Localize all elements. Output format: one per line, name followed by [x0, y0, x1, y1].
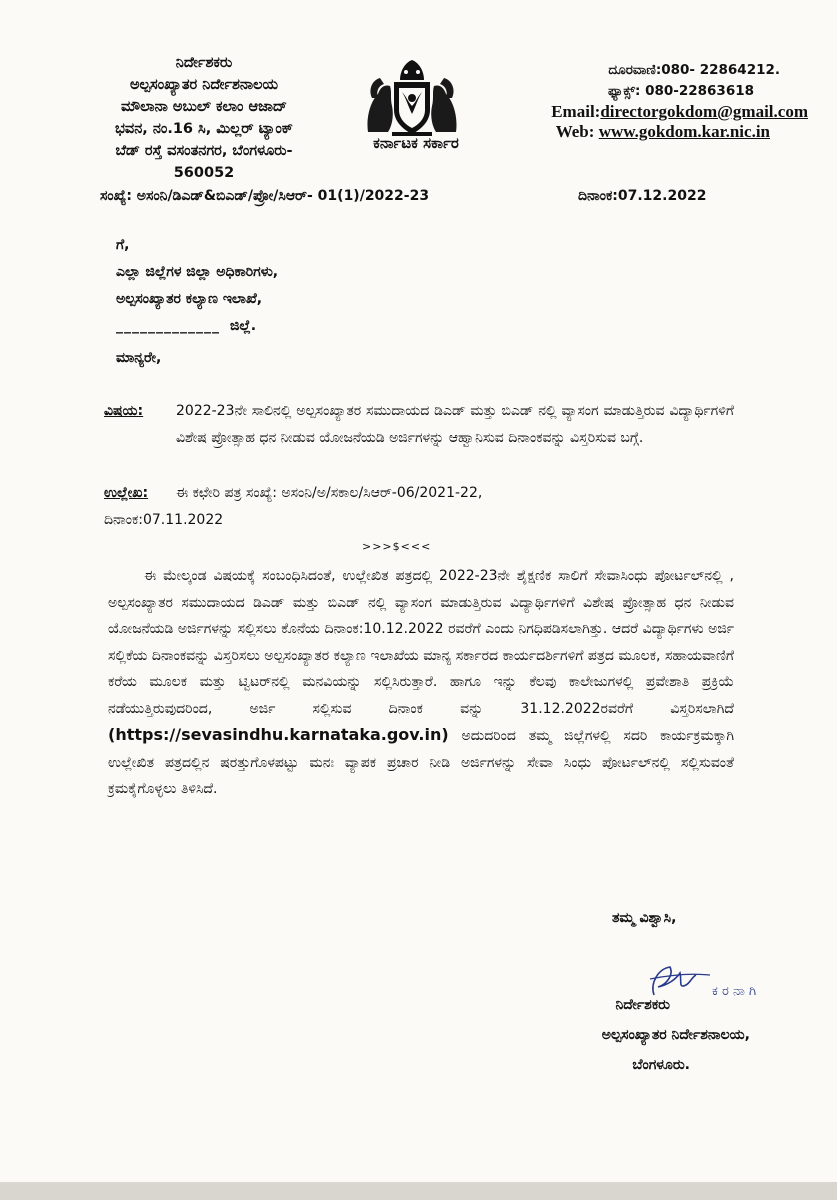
subject-text: 2022-23ನೇ ಸಾಲಿನಲ್ಲಿ ಅಲ್ಪಸಂಖ್ಯಾತರ ಸಮುದಾಯದ ಡಿಎಡ್ ಮತ್ತು ಬಿಎಡ್ ನಲ್ಲಿ ವ್ಯಾಸಂಗ ಮಾಡುತ್ತಿರುವ ವಿದ್ಯಾರ್ಥಿಗಳಿಗೆ ವಿಶೇಷ ಪ್ರೋತ್ಸಾಹ ಧನ ನೀಡುವ ಯೋಜನೆಯಡಿ ಅರ್ಜಿಗಳನ್ನು ಆಹ್ವಾನಿಸುವ ದಿನಾಂಕವನ್ನು ವಿಸ್ತರಿಸುವ ಬಗ್ಗೆ.	[176, 403, 734, 446]
email-link[interactable]: directorgokdom@gmail.com	[600, 102, 808, 121]
subject-label: ವಿಷಯ:	[104, 403, 144, 419]
addressee	[116, 232, 278, 340]
reference-note-line: ಈ ಕಛೇರಿ ಪತ್ರ ಸಂಖ್ಯೆ: ಅಸಂನಿ/ಅ/ಸಕಾಲ/ಸಿಆರ್-06/2021-22,	[176, 485, 483, 501]
district-label: ಜಿಲ್ಲೆ.	[230, 318, 257, 334]
body-part-1: ಈ ಮೇಲ್ಕಂಡ ವಿಷಯಕ್ಕೆ ಸಂಬಂಧಿಸಿದಂತೆ, ಉಲ್ಲೇಖಿತ ಪತ್ರದಲ್ಲಿ 2022-23ನೇ ಶೈಕ್ಷಣಿಕ ಸಾಲಿಗೆ ಸೇವಾಸಿಂಧು ಪೋರ್ಟಲ್‌ನಲ್ಲಿ , ಅಲ್ಪಸಂಖ್ಯಾತರ ಸಮುದಾಯದ ಡಿಎಡ್ ಮತ್ತು ಬಿಎಡ್ ನಲ್ಲಿ ವ್ಯಾಸಂಗ ಮಾಡುತ್ತಿರುವ ವಿದ್ಯಾರ್ಥಿಗಳಿಗೆ ವಿಶೇಷ ಪ್ರೋತ್ಸಾಹ ಧನ ನೀಡುವ ಯೋಜನೆಯಡಿ ಅರ್ಜಿಗಳನ್ನು ಸಲ್ಲಿಸಲು ಕೊನೆಯ ದಿನಾಂಕ:10.12.2022 ರವರೆಗೆ ಎಂದು ನಿಗಧಿಪಡಿಸಲಾಗಿತ್ತು. ಆದರೆ ವಿದ್ಯಾರ್ಥಿಗಳು ಅರ್ಜಿ ಸಲ್ಲಿಕೆಯ ದಿನಾಂಕವನ್ನು ವಿಸ್ತರಿಸಲು ಅಲ್ಪಸಂಖ್ಯಾತರ ಕಲ್ಯಾಣ ಇಲಾಖೆಯ ಮಾನ್ಯ ಸರ್ಕಾರದ ಕಾರ್ಯದರ್ಶಿಗಳಿಗೆ ಪತ್ರದ ಮೂಲಕ, ಸಹಾಯವಾಣಿಗೆ ಕರೆಯ ಮೂಲಕ ಮತ್ತು ಟ್ವಿಟರ್‌ನಲ್ಲಿ ಮನವಿಯನ್ನು ಸಲ್ಲಿಸಿರುತ್ತಾರೆ. ಹಾಗೂ ಇನ್ನು ಕೆಲವು ಕಾಲೇಜುಗಳಲ್ಲಿ ಪ್ರವೇಶಾತಿ ಪ್ರಕ್ರಿಯೆ ನಡೆಯುತ್ತಿರುವುದರಿಂದ, ಅರ್ಜಿ ಸಲ್ಲಿಸುವ ದಿನಾಂಕ ವನ್ನು 31.12.2022ರವರೆಗೆ ವಿಸ್ತರಿಸಲಾಗಿದೆ	[108, 568, 734, 717]
web-label: Web:	[555, 122, 599, 141]
web-line	[518, 122, 808, 142]
signoff-title: ನಿರ್ದೇಶಕರು	[615, 997, 670, 1013]
web-link[interactable]: www.gokdom.kar.nic.in	[598, 122, 770, 141]
reference-line	[100, 188, 735, 204]
addressee-district	[116, 313, 278, 340]
letter-date: ದಿನಾಂಕ:07.12.2022	[578, 188, 707, 204]
body-part-2: ಅದುದರಿಂದ ತಮ್ಮ ಜಿಲ್ಲೆಗಳಲ್ಲಿ ಸದರಿ ಕಾರ್ಯಕ್ರಮಕ್ಕಾಗಿ ಉಲ್ಲೇಖಿತ ಪತ್ರದಲ್ಲಿನ ಷರತ್ತುಗೊಳಪಟ್ಟು ಮನಃ ವ್ಯಾಪಕ ಪ್ರಚಾರ ನೀಡಿ ಅರ್ಜಿಗಳನ್ನು ಸೇವಾ ಸಿಂಧು ಪೋರ್ಟಲ್‌ನಲ್ಲಿ ಸಲ್ಲಿಸುವಂತೆ ಕ್ರಮಕೈಗೊಳ್ಳಲು ತಿಳಿಸಿದೆ.	[108, 728, 734, 797]
office-address	[84, 52, 324, 184]
closing: ತಮ್ಮ ವಿಶ್ವಾಸಿ,	[612, 910, 677, 926]
email-line	[518, 102, 808, 122]
addressee-line: ಅಲ್ಪಸಂಖ್ಯಾತರ ಕಲ್ಯಾಣ ಇಲಾಖೆ,	[116, 291, 263, 307]
signoff-office: ಅಲ್ಪಸಂಖ್ಯಾತರ ನಿರ್ದೇಶನಾಲಯ,	[601, 1027, 750, 1043]
office-name: ಅಲ್ಪಸಂಖ್ಯಾತರ ನಿರ್ದೇಶನಾಲಯ	[129, 77, 279, 93]
sevasindhu-link[interactable]: (https://sevasindhu.karnataka.gov.in)	[108, 725, 449, 744]
scan-edge	[0, 1182, 837, 1200]
signoff-city: ಬೆಂಗಳೂರು.	[632, 1057, 690, 1073]
reference-note-label: ಉಲ್ಲೇಖ:	[104, 485, 149, 501]
addressee-to: ಗೆ,	[116, 237, 130, 253]
office-pincode: 560052	[173, 165, 235, 181]
contact-info	[518, 60, 808, 142]
signoff-block	[530, 990, 750, 1080]
subject-block	[104, 398, 734, 452]
fax-number: ಫ್ಯಾಕ್ಸ್: 080-22863618	[607, 83, 754, 99]
government-emblem-icon	[362, 58, 462, 138]
office-title: ನಿರ್ದೇಶಕರು	[175, 55, 233, 71]
email-label: Email:	[551, 102, 601, 121]
addressee-line: ಎಲ್ಲಾ ಜಿಲ್ಲೆಗಳ ಜಿಲ್ಲಾ ಅಧಿಕಾರಿಗಳು,	[116, 264, 279, 280]
reference-note-date: ದಿನಾಂಕ:07.11.2022	[104, 512, 224, 528]
district-blank: _____________	[116, 318, 220, 334]
signature-text: ಕ ರ ನಾ ಗಿ	[712, 984, 757, 999]
salutation: ಮಾನ್ಯರೇ,	[116, 350, 162, 366]
office-address-line: ಭವನ, ನಂ.16 ಸಿ, ಮಿಲ್ಲರ್ ಟ್ಯಾಂಕ್	[115, 121, 293, 137]
reference-note-block	[104, 480, 734, 534]
separator-mark: >>>$<<<	[362, 540, 432, 553]
letter-body	[108, 563, 734, 803]
reference-number: ಸಂಖ್ಯೆ: ಅಸಂನಿ/ಡಿಎಡ್&ಬಿಎಡ್/ಪ್ರೋ/ಸಿಆರ್- 01(1)/2022-23	[100, 188, 430, 204]
office-address-line: ಬೆಡ್ ರಸ್ತೆ ವಸಂತನಗರ, ಬೆಂಗಳೂರು-	[115, 143, 293, 159]
phone-number: ದೂರವಾಣಿ:080- 22864212.	[608, 62, 780, 78]
office-address-line: ಮೌಲಾನಾ ಅಬುಲ್ ಕಲಾಂ ಆಜಾದ್	[120, 99, 288, 115]
emblem-caption: ಕರ್ನಾಟಕ ಸರ್ಕಾರ	[373, 134, 459, 152]
